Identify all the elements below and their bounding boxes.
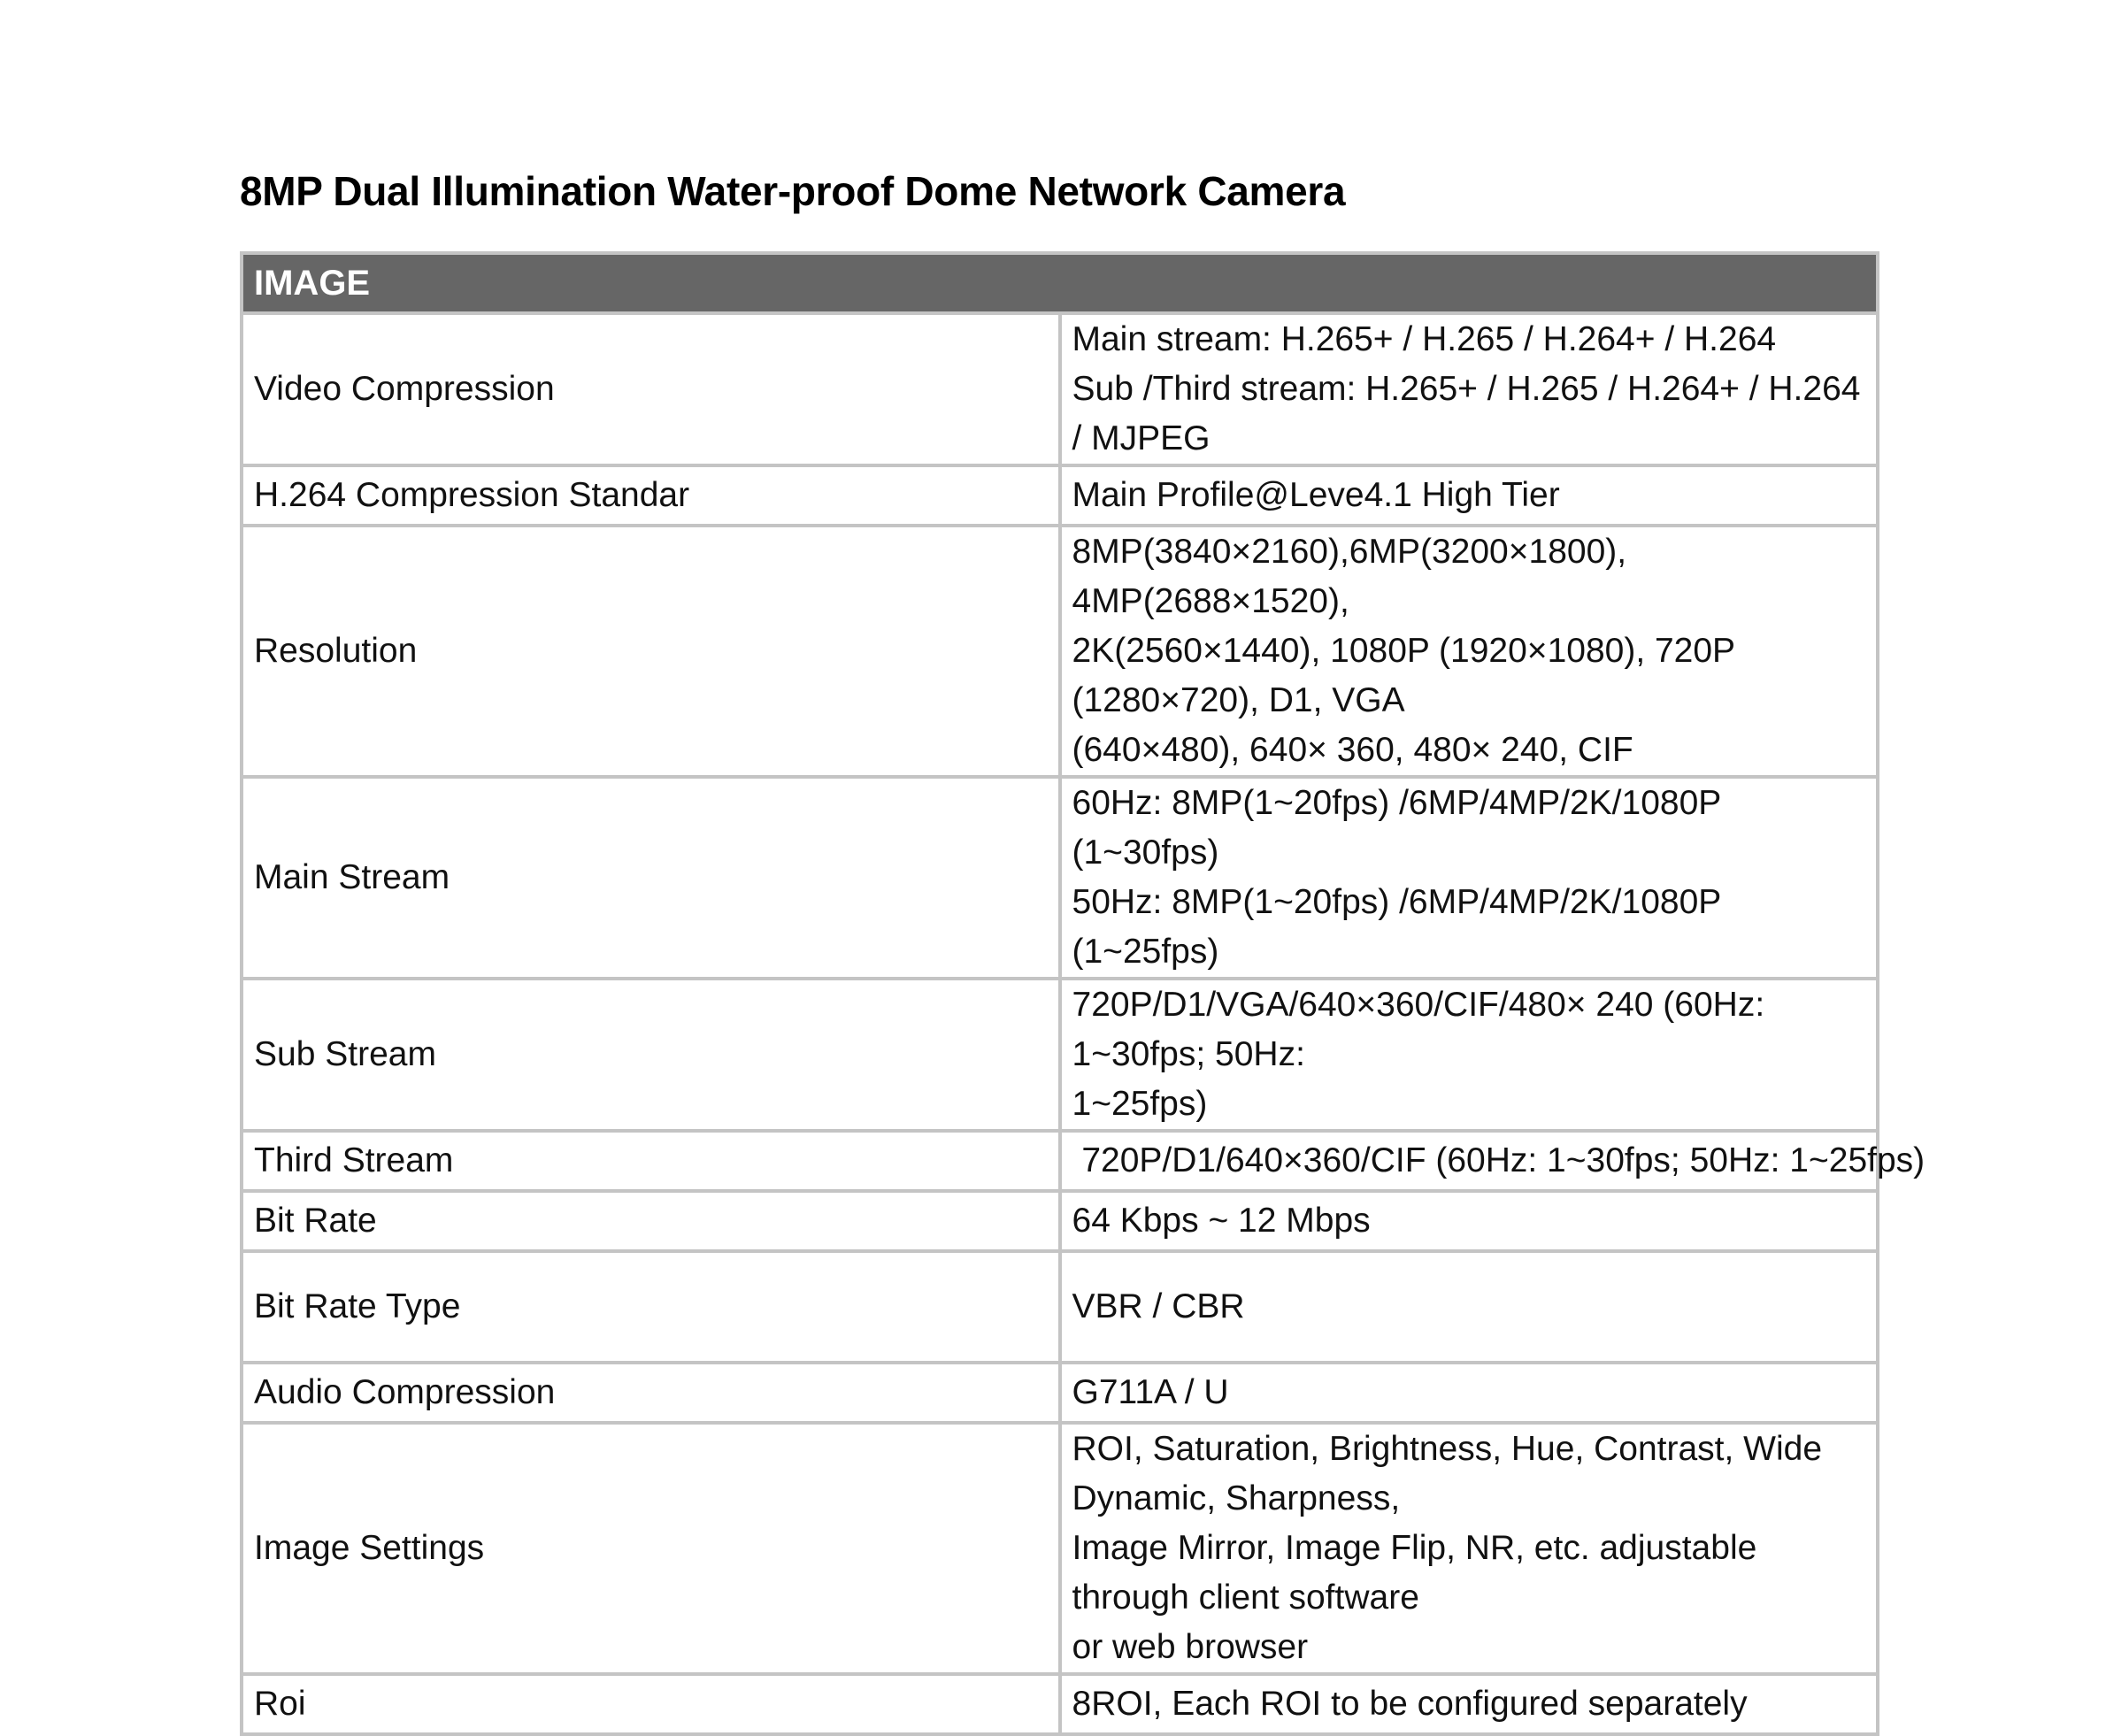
spec-value [1060,526,1879,777]
spec-row-sub-stream [242,979,1878,1131]
spec-value [1060,1251,1879,1363]
spec-label: Third Stream [242,1131,1060,1191]
spec-value [1060,1191,1879,1251]
spec-value-line: (640×480), 640× 360, 480× 240, CIF [1072,731,1633,769]
spec-value [1060,1363,1879,1423]
spec-value-line: 720P/D1/VGA/640×360/CIF/480× 240 (60Hz: 1~30fps; 50Hz: [1072,986,1765,1073]
spec-value-line: 720P/D1/640×360/CIF (60Hz: 1~30fps; 50Hz: 1~25fps) [1072,1141,1925,1179]
spec-row-roi [242,1674,1878,1734]
spec-value-line: 8ROI, Each ROI to be configured separately [1072,1685,1748,1723]
spec-value [1060,1131,1925,1191]
spec-label: Bit Rate [242,1191,1060,1251]
spec-row-main-stream [242,777,1878,979]
spec-value-line: 1~25fps) [1072,1085,1208,1123]
spec-value-line: Main Profile@Leve4.1 High Tier [1072,476,1560,514]
spec-label: Image Settings [242,1423,1060,1674]
spec-value-line: 8MP(3840×2160),6MP(3200×1800), 4MP(2688×1520), [1072,533,1627,620]
spec-row-bit-rate [242,1191,1878,1251]
spec-value-line: Main stream: H.265+ / H.265 / H.264+ / H.264 [1072,320,1777,358]
document-title: 8MP Dual Illumination Water-proof Dome Network Camera [240,168,1346,214]
spec-row-image-settings [242,1423,1878,1674]
spec-value [1060,1674,1879,1734]
spec-value-line: 64 Kbps ~ 12 Mbps [1072,1202,1371,1240]
spec-row-resolution [242,526,1878,777]
spec-label: Sub Stream [242,979,1060,1131]
spec-row-bit-rate-type [242,1251,1878,1363]
spec-value-line: 2K(2560×1440), 1080P (1920×1080), 720P (1280×720), D1, VGA [1072,632,1735,719]
spec-label: H.264 Compression Standar [242,465,1060,526]
spec-label: Bit Rate Type [242,1251,1060,1363]
spec-value-line: G711A / U [1072,1373,1229,1411]
spec-value-line: ROI, Saturation, Brightness, Hue, Contrast, Wide Dynamic, Sharpness, [1072,1430,1823,1517]
spec-row-audio-compression [242,1363,1878,1423]
spec-value [1060,777,1879,979]
spec-value-line: 50Hz: 8MP(1~20fps) /6MP/4MP/2K/1080P (1~25fps) [1072,883,1721,971]
spec-label: Video Compression [242,313,1060,465]
spec-value [1060,979,1879,1131]
spec-value-line: 60Hz: 8MP(1~20fps) /6MP/4MP/2K/1080P (1~30fps) [1072,784,1721,872]
section-header-image: IMAGE [242,253,1878,313]
spec-label: Resolution [242,526,1060,777]
section-header-row [242,253,1878,313]
spec-value-line: Sub /Third stream: H.265+ / H.265 / H.264+ / H.264 / MJPEG [1072,370,1861,457]
spec-label: Main Stream [242,777,1060,979]
spec-label: Roi [242,1674,1060,1734]
spec-row-video-compression [242,313,1878,465]
spec-value [1060,1423,1879,1674]
spec-value-line: or web browser [1072,1628,1309,1666]
spec-value [1060,313,1879,465]
spec-table [240,251,1925,1736]
spec-row-third-stream [242,1131,1878,1191]
spec-value-line: Image Mirror, Image Flip, NR, etc. adjustable through client software [1072,1529,1757,1617]
spec-value-line: VBR / CBR [1072,1287,1245,1325]
spec-row-h264-standard [242,465,1878,526]
spec-label: Audio Compression [242,1363,1060,1423]
spec-value [1060,465,1879,526]
